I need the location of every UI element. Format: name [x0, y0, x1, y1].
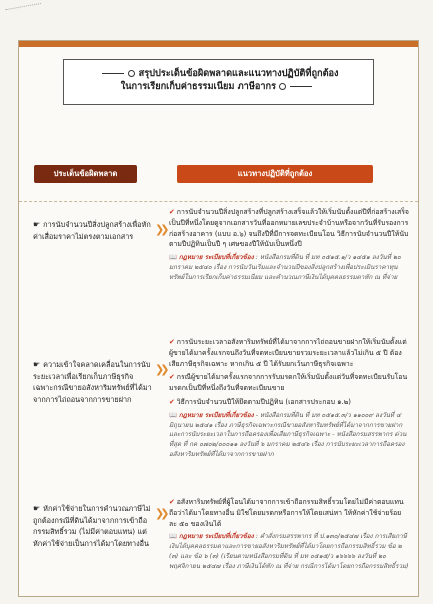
guidance-text: อสังหาริมทรัพย์ที่ผู้โอนได้มาจากการเข้าถือกรรมสิทธิ์รวมโดยไม่มีค่าตอบแทน ถือว่าได้มาโดยทางอื่น มิใช่โดยมรดกหรือการให้โดยเสน่หา ให้หักค่าใช้จ่ายร้อยละ ๕๐ ของเงินได้ [169, 498, 404, 528]
pointing-hand-icon: ☛ [33, 220, 41, 229]
title-line-1: สรุปประเด็นข้อผิดพลาดและแนวทางปฏิบัติที่ถูกต้อง [138, 68, 339, 79]
guidance-paragraph [169, 397, 409, 408]
top-accent-bar [19, 41, 418, 47]
guidance-text: กรณีผู้ขายได้มาครั้งแรกจากการรับมรดกให้เริ่มนับตั้งแต่วันที่จดทะเบียนรับโอนมรดกเป็นปีที่หนึ่งถึงวันที่จดทะเบียนขาย [169, 373, 408, 393]
issue-text: หักค่าใช้จ่ายในการคำนวณภาษีไม่ถูกต้องกรณีที่ดินได้มาจากการเข้าถือกรรมสิทธิ์รวม (ไม่มีค่าตอบแทน) แต่หักค่าใช้จ่ายเป็นการได้มาโดยทางอื่น [33, 504, 151, 548]
issue-text: การนับจำนวนปีสิ่งปลูกสร้างเพื่อหักค่าเสื่อมราคาไม่ตรงตามเอกสาร [33, 220, 151, 241]
guidance-item-1 [169, 207, 409, 283]
guidance-text: การนับจำนวนปีสิ่งปลูกสร้างที่ปลูกสร้างเสร็จแล้วให้เริ่มนับตั้งแต่ปีที่ก่อสร้างเสร็จเป็นปีที่หนึ่งโดยดูจากเอกสารวันที่ออกหมายเลขประจำบ้านหรือจากวันที่รับรองการก่อสร้างอาคาร (แบบ อ.๖) จนถึงปีที่มีการจดทะเบียนโอน วิธีการนับจำนวนปีให้นับตามปีปฏิทินเป็นปี ๆ เศษของปีให้นับเป็นหนึ่งปี [169, 208, 409, 249]
reference-heading: กฎหมาย ระเบียบที่เกี่ยวข้อง [178, 254, 254, 262]
issue-item-3 [33, 503, 153, 549]
title-line-2: ในการเรียกเก็บค่าธรรมเนียม ภาษีอากร [120, 81, 277, 92]
title-dash-right-decoration [290, 86, 312, 87]
book-icon: 📖 [169, 533, 177, 541]
pointing-hand-icon: ☛ [33, 360, 41, 369]
reference-text: : หนังสือกรมที่ดิน ที่ มท ๐๕๑๕.๑/ว ๑๔๕๑ ลงวันที่ ๒๐ มกราคม ๒๕๔๐ เรื่อง การนับวันเริ่มและจำนวนปีของสิ่งปลูกสร้างเพื่อประเมินราคาทุนทรัพย์ในการเรียกเก็บค่าธรรมเนียม และคำนวณภาษีเงินได้บุคคลธรรมดาหัก ณ ที่จ่าย [169, 254, 401, 281]
book-icon: 📖 [169, 254, 177, 262]
chevron-arrow-icon: ❯❯ [155, 507, 166, 520]
guidance-text: การนับระยะเวลาอสังหาริมทรัพย์ที่ได้มาจากการไถ่ถอนขายฝากให้เริ่มนับตั้งแต่ผู้ขายได้มาครั้งแรกจนถึงวันที่จดทะเบียนขายรวมระยะเวลาแล้วไม่เกิน ๕ ปี ต้องเสียภาษีธุรกิจเฉพาะ หากเกิน ๕ ปี ได้รับยกเว้นภาษีธุรกิจเฉพาะ [169, 338, 407, 368]
header-divider [19, 201, 418, 202]
guidance-column-header: แนวทางปฏิบัติที่ถูกต้อง [177, 165, 373, 183]
pointing-hand-icon: ☛ [33, 504, 41, 513]
reference-text: : คำสั่งกรมสรรพากร ที่ ป.๑๓๐/๒๕๔๗ เรื่อง การเสียภาษีเงินได้บุคคลธรรมดาและการขายอสังหาริมทรัพย์ที่ได้มาโดยการถือกรรมสิทธิ์รวม ข้อ ๒ (๓) และ ข้อ ๖ (๓) (เรียนตามหนังสือกรมที่ดิน ที่ มท ๐๕๑๕/ว ๑๖๖๖๖ ลงวันที่ ๒๐ พฤศจิกายน ๒๕๔๗ เรื่อง ภาษีเงินได้หัก ณ ที่จ่าย กรณีการได้มาโดยการถือกรรมสิทธิ์รวม) [169, 533, 409, 570]
guidance-item-2 [169, 337, 409, 460]
reference-heading: กฎหมาย ระเบียบที่เกี่ยวข้อง [178, 411, 254, 419]
title-dash-left-decoration [102, 73, 124, 74]
issue-text: ความเข้าใจคลาดเคลื่อนในการนับระยะเวลาเพื่อเรียกเก็บภาษีธุรกิจเฉพาะกรณีขายอสังหาริมทรัพย์ที่ได้มาจากการไถ่ถอนจากการขายฝาก [33, 360, 152, 404]
title-ring-right-decoration [279, 83, 286, 90]
title-ring-left-decoration [128, 70, 135, 77]
guidance-text: วิธีการนับจำนวนปีให้ยึดตามปีปฏิทิน (เอกสารประกอบ ๑.๒) [176, 397, 351, 406]
reference-text: - หนังสือกรมที่ดิน ที่ มท ๐๕๑๕.๓/ว ๑๑๐๐๙ ลงวันที่ ๔ มิถุนายน ๒๕๔๑ เรื่อง ภาษีธุรกิจเฉพาะกรณีขายอสังหาริมทรัพย์ที่ได้มาจากการขายฝาก และการนับระยะเวลาในการถือครองเพื่อเสียภาษีธุรกิจเฉพาะ - หนังสือกรมสรรพากร ด่วนที่สุด ที่ กค ๐๗๐๒/๐๐๐๑๑ ลงวันที่ ๖ มกราคม ๒๕๔๖ เรื่อง การนับระยะเวลาการถือครองอสังหาริมทรัพย์ที่ได้มาจากการขายฝาก [169, 411, 407, 458]
issue-item-2 [33, 359, 153, 405]
legal-reference [169, 411, 409, 460]
summary-page-frame [18, 40, 419, 597]
title-line-2-row [64, 80, 373, 93]
red-check-icon: ✔ [169, 208, 175, 216]
red-check-icon: ✔ [169, 338, 175, 346]
guidance-item-3 [169, 497, 409, 572]
red-check-icon: ✔ [169, 397, 175, 406]
guidance-paragraph [169, 497, 409, 529]
reference-heading: กฎหมาย ระเบียบที่เกี่ยวข้อง [178, 533, 254, 541]
title-line-1-row [64, 67, 373, 80]
guidance-paragraph [169, 372, 409, 394]
red-check-icon: ✔ [169, 498, 175, 506]
red-check-icon: ✔ [169, 373, 175, 382]
title-box [63, 59, 374, 105]
book-icon: 📖 [169, 411, 177, 419]
scan-corner-mark [5, 3, 42, 18]
chevron-arrow-icon: ❯❯ [155, 223, 166, 236]
guidance-paragraph [169, 337, 409, 369]
issue-item-1 [33, 219, 153, 242]
legal-reference [169, 253, 409, 282]
legal-reference [169, 532, 409, 571]
chevron-arrow-icon: ❯❯ [155, 363, 166, 376]
issues-column-header: ประเด็นข้อผิดพลาด [34, 165, 137, 183]
guidance-paragraph [169, 207, 409, 250]
